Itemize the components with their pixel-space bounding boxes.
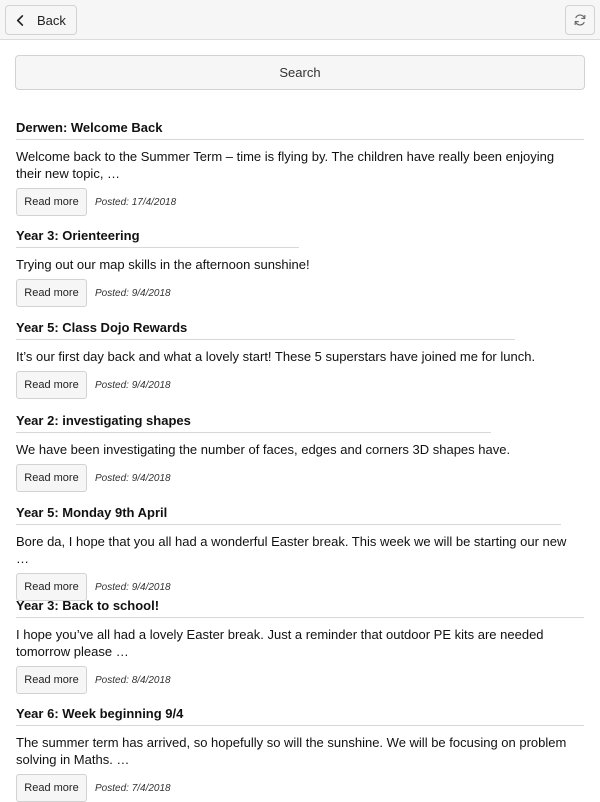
post-excerpt: It’s our first day back and what a lovely start! These 5 superstars have joined me for lunch. <box>16 349 536 364</box>
news-post <box>16 504 584 601</box>
news-post <box>16 597 584 694</box>
search-button[interactable] <box>15 55 585 90</box>
read-more-button[interactable]: Read more <box>16 464 87 492</box>
read-more-button[interactable]: Read more <box>16 573 87 601</box>
post-title: Year 6: Week beginning 9/4 <box>16 706 584 726</box>
news-post <box>16 227 584 307</box>
posted-date: Posted: 9/4/2018 <box>95 287 171 299</box>
post-excerpt: Bore da, I hope that you all had a wonderful Easter break. This week we will be starting our new … <box>16 534 567 566</box>
post-excerpt: Welcome back to the Summer Term – time is flying by. The children have really been enjoying their new topic, … <box>16 149 555 181</box>
post-footer <box>16 279 584 307</box>
refresh-button[interactable] <box>565 5 595 35</box>
news-post <box>16 412 584 492</box>
post-footer <box>16 188 584 216</box>
refresh-icon <box>573 13 587 27</box>
posted-date: Posted: 7/4/2018 <box>95 782 171 794</box>
news-post <box>16 705 584 802</box>
post-footer <box>16 464 584 492</box>
chevron-left-icon <box>15 15 26 26</box>
post-footer <box>16 666 584 694</box>
posted-date: Posted: 9/4/2018 <box>95 379 171 391</box>
back-button[interactable] <box>5 5 77 35</box>
post-excerpt: The summer term has arrived, so hopefully so will the sunshine. We will be focusing on problem solving in Maths. … <box>16 735 567 767</box>
posted-date: Posted: 17/4/2018 <box>95 196 177 208</box>
posted-date: Posted: 9/4/2018 <box>95 581 171 593</box>
post-title: Year 3: Back to school! <box>16 598 584 618</box>
posted-date: Posted: 8/4/2018 <box>95 674 171 686</box>
post-excerpt: We have been investigating the number of faces, edges and corners 3D shapes have. <box>16 442 511 457</box>
top-toolbar <box>0 0 600 40</box>
read-more-button[interactable]: Read more <box>16 279 87 307</box>
post-excerpt: Trying out our map skills in the afternoon sunshine! <box>16 257 310 272</box>
read-more-button[interactable]: Read more <box>16 188 87 216</box>
post-title: Year 5: Monday 9th April <box>16 505 561 525</box>
read-more-button[interactable]: Read more <box>16 666 87 694</box>
read-more-button[interactable]: Read more <box>16 371 87 399</box>
posted-date: Posted: 9/4/2018 <box>95 472 171 484</box>
read-more-button[interactable]: Read more <box>16 774 87 802</box>
search-label: Search <box>279 65 321 80</box>
post-title: Year 5: Class Dojo Rewards <box>16 320 515 340</box>
news-post <box>16 119 584 216</box>
news-post <box>16 319 584 399</box>
back-label: Back <box>37 12 66 28</box>
post-excerpt: I hope you’ve all had a lovely Easter break. Just a reminder that outdoor PE kits are needed tomorrow please … <box>16 627 544 659</box>
post-title: Year 2: investigating shapes <box>16 413 491 433</box>
post-title: Derwen: Welcome Back <box>16 120 584 140</box>
post-footer <box>16 774 584 802</box>
post-footer <box>16 371 584 399</box>
post-title: Year 3: Orienteering <box>16 228 299 248</box>
